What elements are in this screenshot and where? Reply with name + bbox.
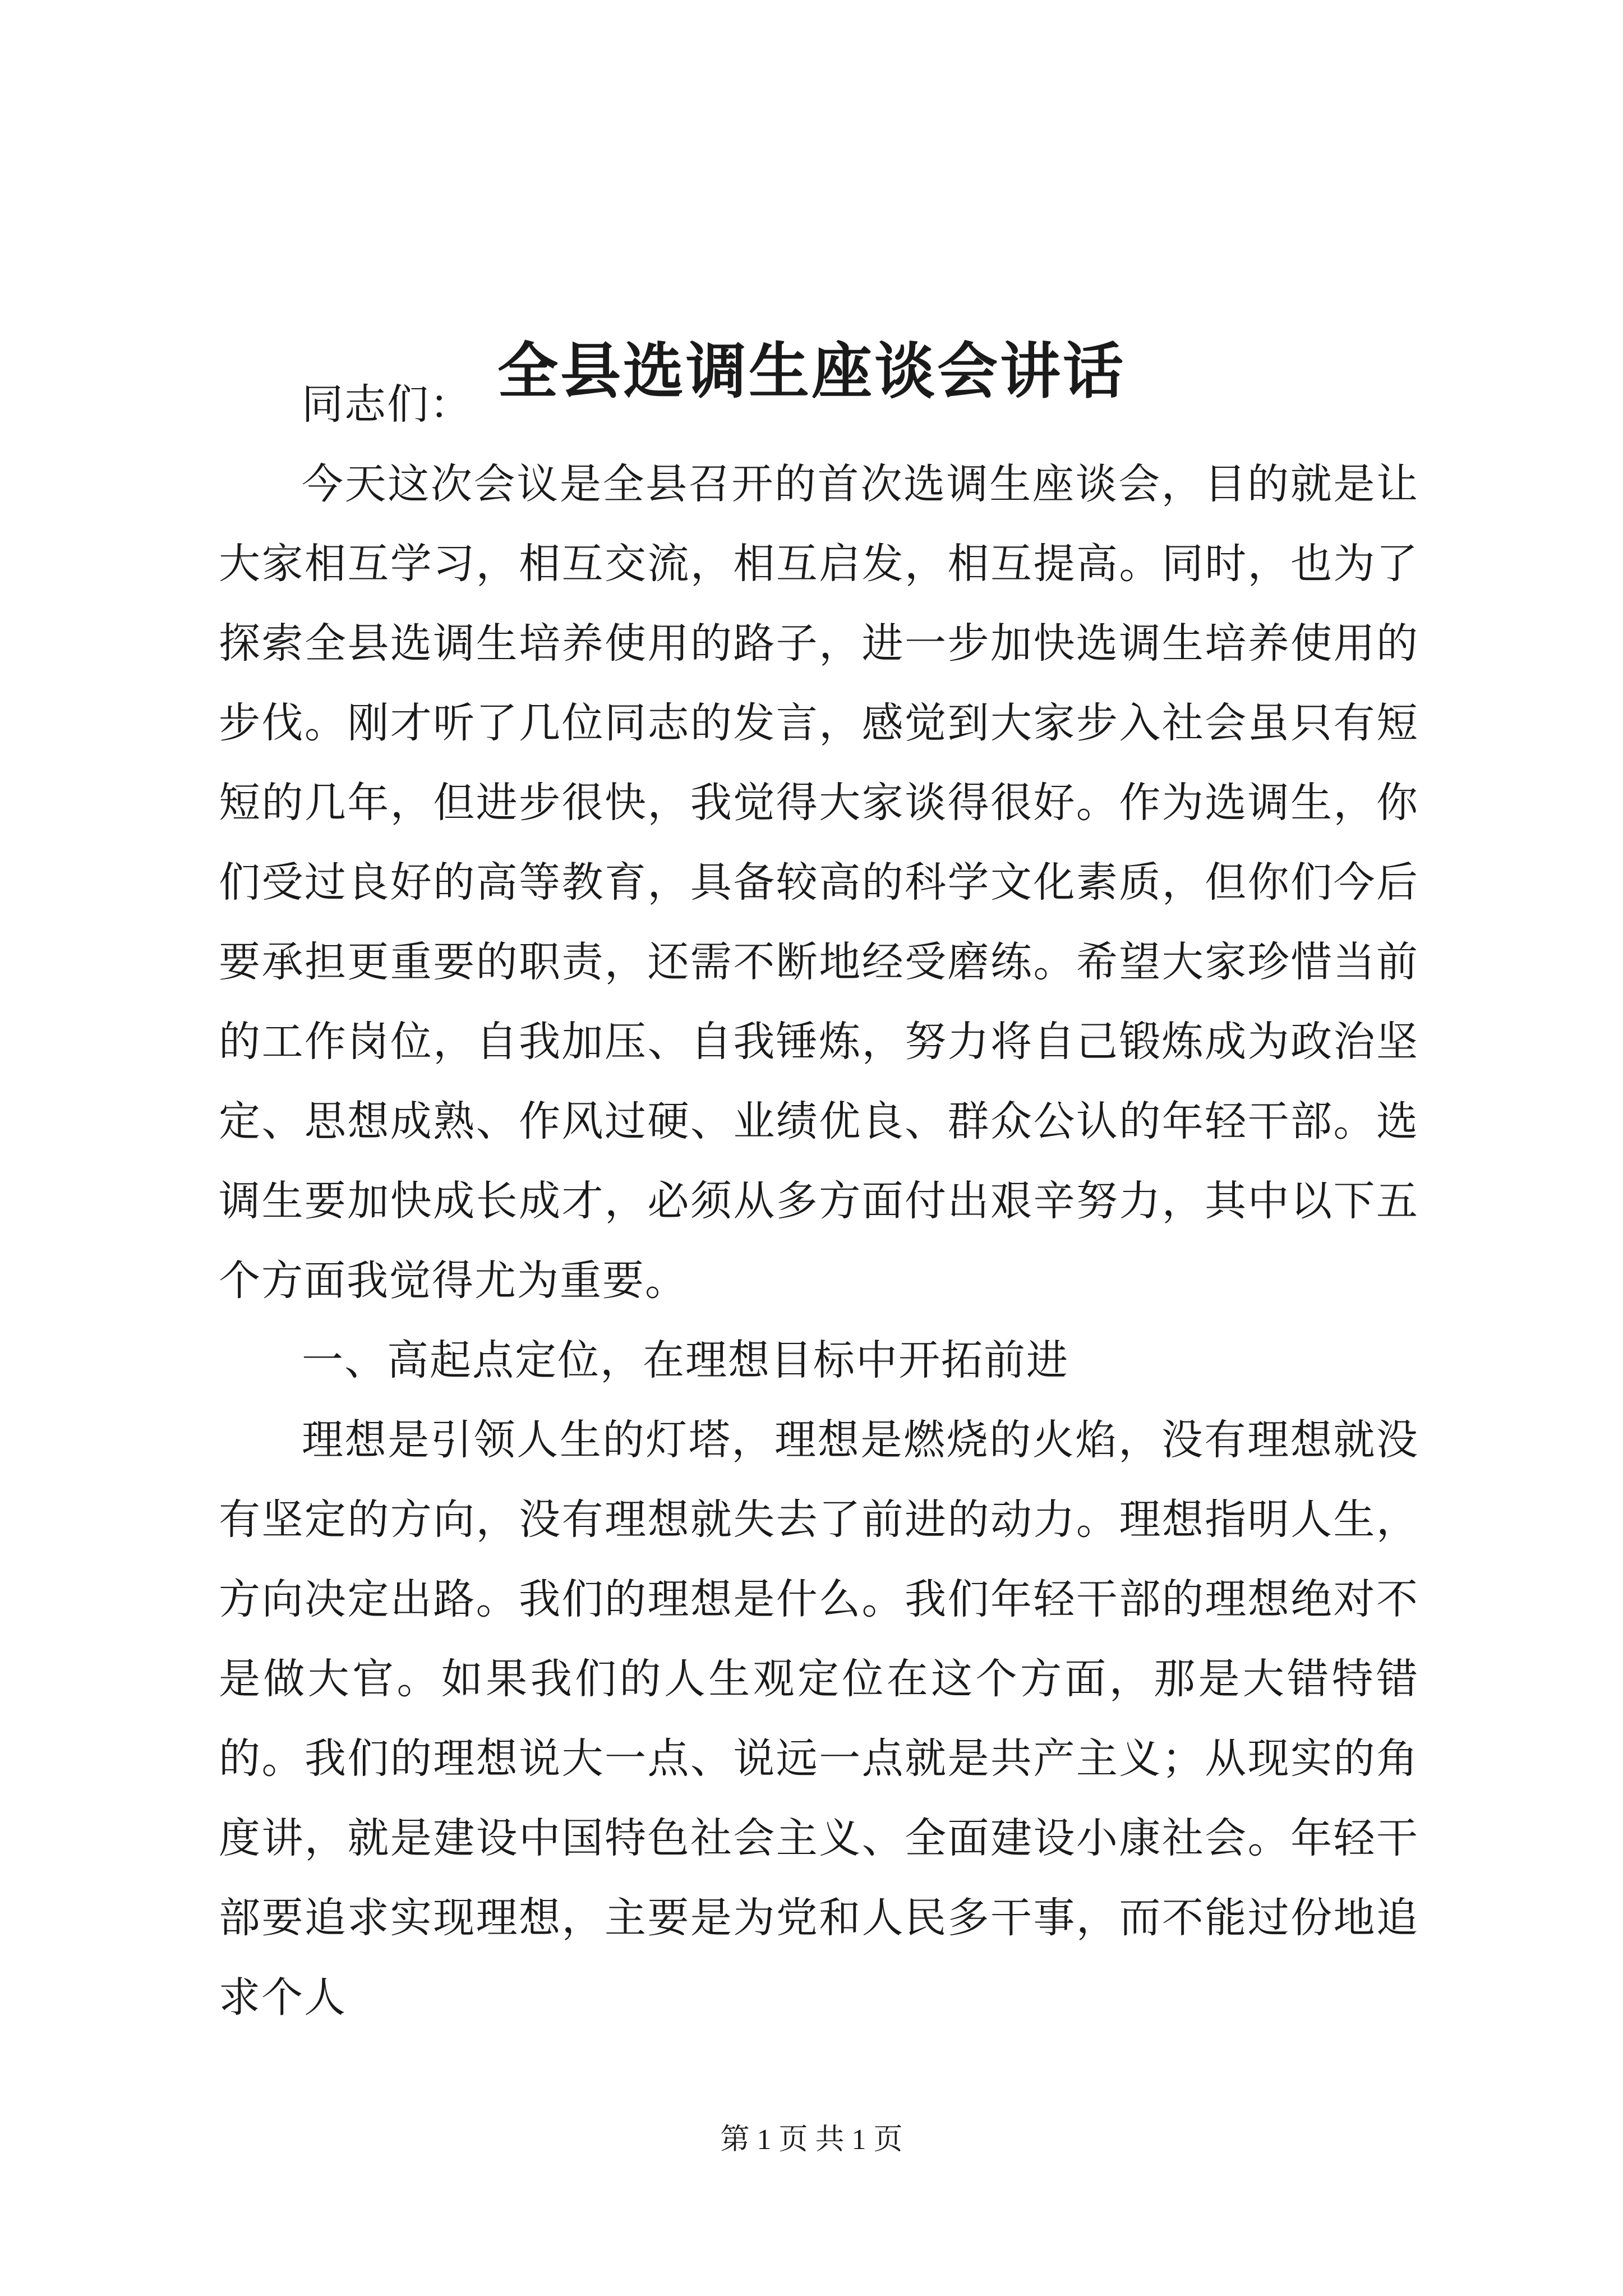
document-body [219, 365, 1419, 2037]
paragraph-intro: 今天这次会议是全县召开的首次选调生座谈会，目的就是让大家相互学习，相互交流，相互启发，相互提高。同时，也为了探索全县选调生培养使用的路子，进一步加快选调生培养使用的步伐。刚才听了几位同志的发言，感觉到大家步入社会虽只有短短的几年，但进步很快，我觉得大家谈得很好。作为选调生，你们受过良好的高等教育，具备较高的科学文化素质，但你们今后要承担更重要的职责，还需不断地经受磨练。希望大家珍惜当前的工作岗位，自我加压、自我锤炼，努力将自己锻炼成为政治坚定、思想成熟、作风过硬、业绩优良、群众公认的年轻干部。选调生要加快成长成才，必须从多方面付出艰辛努力，其中以下五个方面我觉得尤为重要。 [219, 460, 1419, 1305]
page-footer: 第 1 页 共 1 页 [720, 2124, 903, 2156]
paragraph-ideals: 理想是引领人生的灯塔，理想是燃烧的火焰，没有理想就没有坚定的方向，没有理想就失去了前进的动力。理想指明人生，方向决定出路。我们的理想是什么。我们年轻干部的理想绝对不是做大官。如果我们的人生观定位在这个方面，那是大错特错的。我们的理想说大一点、说远一点就是共产主义；从现实的角度讲，就是建设中国特色社会主义、全面建设小康社会。年轻干部要追求实现理想，主要是为党和人民多干事，而不能过份地追求个人 [219, 1416, 1419, 2022]
document-title: 全县选调生座谈会讲话 [497, 336, 1126, 407]
section-heading-one: 一、高起点定位，在理想目标中开拓前进 [302, 1336, 1069, 1384]
greeting-line: 同志们： [302, 380, 472, 429]
